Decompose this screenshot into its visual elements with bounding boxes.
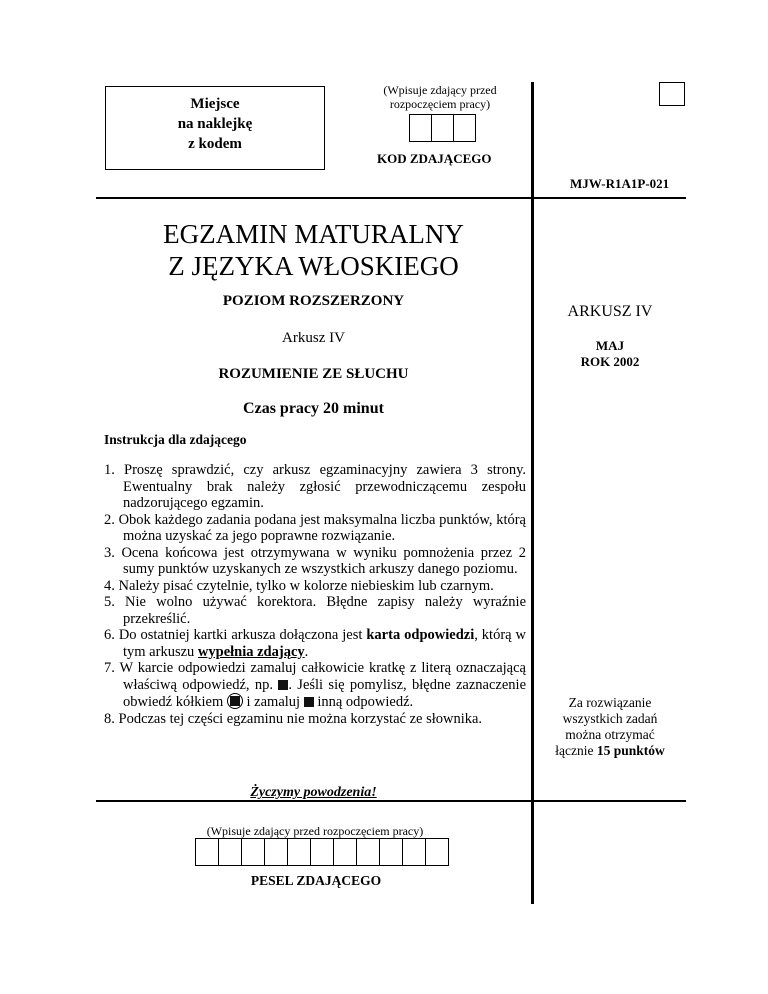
pesel-cell[interactable] [218,838,242,866]
circled-square-icon [227,693,243,709]
instruction-item [104,660,526,711]
pesel-cell[interactable] [402,838,426,866]
exam-level: POZIOM ROZSZERZONY [222,293,405,309]
points-line: wszystkich zadań [562,711,658,726]
student-code-note [360,83,520,111]
corner-box [659,82,685,106]
instruction-item [104,627,526,660]
instruction-item: 4. Należy pisać czytelnie, tylko w kolorze niebieskim lub czarnym. [104,577,494,594]
sidebar-sheet: ARKUSZ IV [567,303,653,320]
text: 6. Do ostatniej kartki arkusza dołączona jest [104,627,367,643]
filled-by-term: wypełnia zdający [197,643,305,660]
pesel-cell[interactable] [264,838,288,866]
code-cell[interactable] [453,114,476,142]
points-line: Za rozwiązanie [568,695,652,710]
points-line: można otrzymać [565,727,655,742]
points-line [534,743,686,759]
title-line: Z JĘZYKA WŁOSKIEGO [168,251,459,281]
student-code-label: KOD ZDAJĄCEGO [377,151,492,166]
sticker-line: Miejsce [190,96,240,112]
text: 7. W karcie odpowiedzi zamaluj całkowicie kratkę z literą oznaczającą właściwą odpowiedź, np. [104,660,526,693]
sidebar-year: ROK 2002 [580,354,640,369]
note-line: (Wpisuje zdający przed [383,83,497,97]
title-line: EGZAMIN MATURALNY [163,219,464,249]
text: , którą w tym arkuszu [123,627,527,660]
pesel-label: PESEL ZDAJĄCEGO [250,873,382,888]
instruction-item: 1. Proszę sprawdzić, czy arkusz egzaminacyjny zawiera 3 strony. Ewentualny brak należy zgłosić przewodniczącemu zespołu nadzorującego egzamin. [104,462,526,511]
pesel-cell[interactable] [241,838,265,866]
sticker-line: na naklejkę [177,116,253,132]
instructions-title: Instrukcja dla zdającego [104,432,247,447]
text: . Jeśli się pomylisz, błędne zaznaczenie obwiedź kółkiem [123,676,526,710]
text: inną odpowiedź. [313,694,414,710]
filled-square-icon [278,680,288,690]
text: i zamaluj [242,694,304,710]
pesel-cell[interactable] [310,838,334,866]
pesel-cell[interactable] [333,838,357,866]
vertical-divider [531,82,534,904]
sticker-line: z kodem [188,136,242,152]
exam-title [96,218,531,282]
exam-code: MJW-R1A1P-021 [570,176,670,191]
instruction-item: 3. Ocena końcowa jest otrzymywana w wyniku pomnożenia przez 2 sumy punktów uzyskanych ze wszystkich arkuszy danego poziomu. [104,544,526,577]
sidebar-date [534,338,686,370]
pesel-cell[interactable] [425,838,449,866]
pesel-note: (Wpisuje zdający przed rozpoczęciem pracy) [206,824,424,838]
good-luck: Życzymy powodzenia! [250,785,377,800]
code-cell[interactable] [409,114,432,142]
sticker-box [105,86,325,170]
sidebar-points [534,695,686,759]
pesel-cell[interactable] [287,838,311,866]
points-prefix: łącznie [555,743,597,758]
instruction-item: 2. Obok każdego zadania podana jest maksymalna liczba punktów, którą można uzyskać za jego poprawne rozwiązanie. [104,511,526,544]
points-total: 15 punktów [596,743,665,758]
pesel-cell[interactable] [356,838,380,866]
pesel-cell[interactable] [379,838,403,866]
note-line: rozpoczęciem pracy) [389,97,491,111]
filled-square-icon [304,697,314,707]
sidebar-month: MAJ [595,338,625,353]
header-rule [96,197,686,199]
student-code-cells[interactable] [410,114,476,142]
exam-sheet: Arkusz IV [282,330,345,346]
instruction-item: 8. Podczas tej części egzaminu nie można korzystać ze słownika. [104,710,483,727]
pesel-cell[interactable] [195,838,219,866]
text: . [304,643,309,660]
code-cell[interactable] [431,114,454,142]
exam-time: Czas pracy 20 minut [243,400,384,417]
instruction-item: 5. Nie wolno używać korektora. Błędne zapisy należy wyraźnie przekreślić. [104,594,526,627]
answer-card-term: karta odpowiedzi [366,627,475,643]
exam-section: ROZUMIENIE ZE SŁUCHU [218,366,409,382]
instructions-list [104,462,526,727]
pesel-cells[interactable] [196,838,449,866]
